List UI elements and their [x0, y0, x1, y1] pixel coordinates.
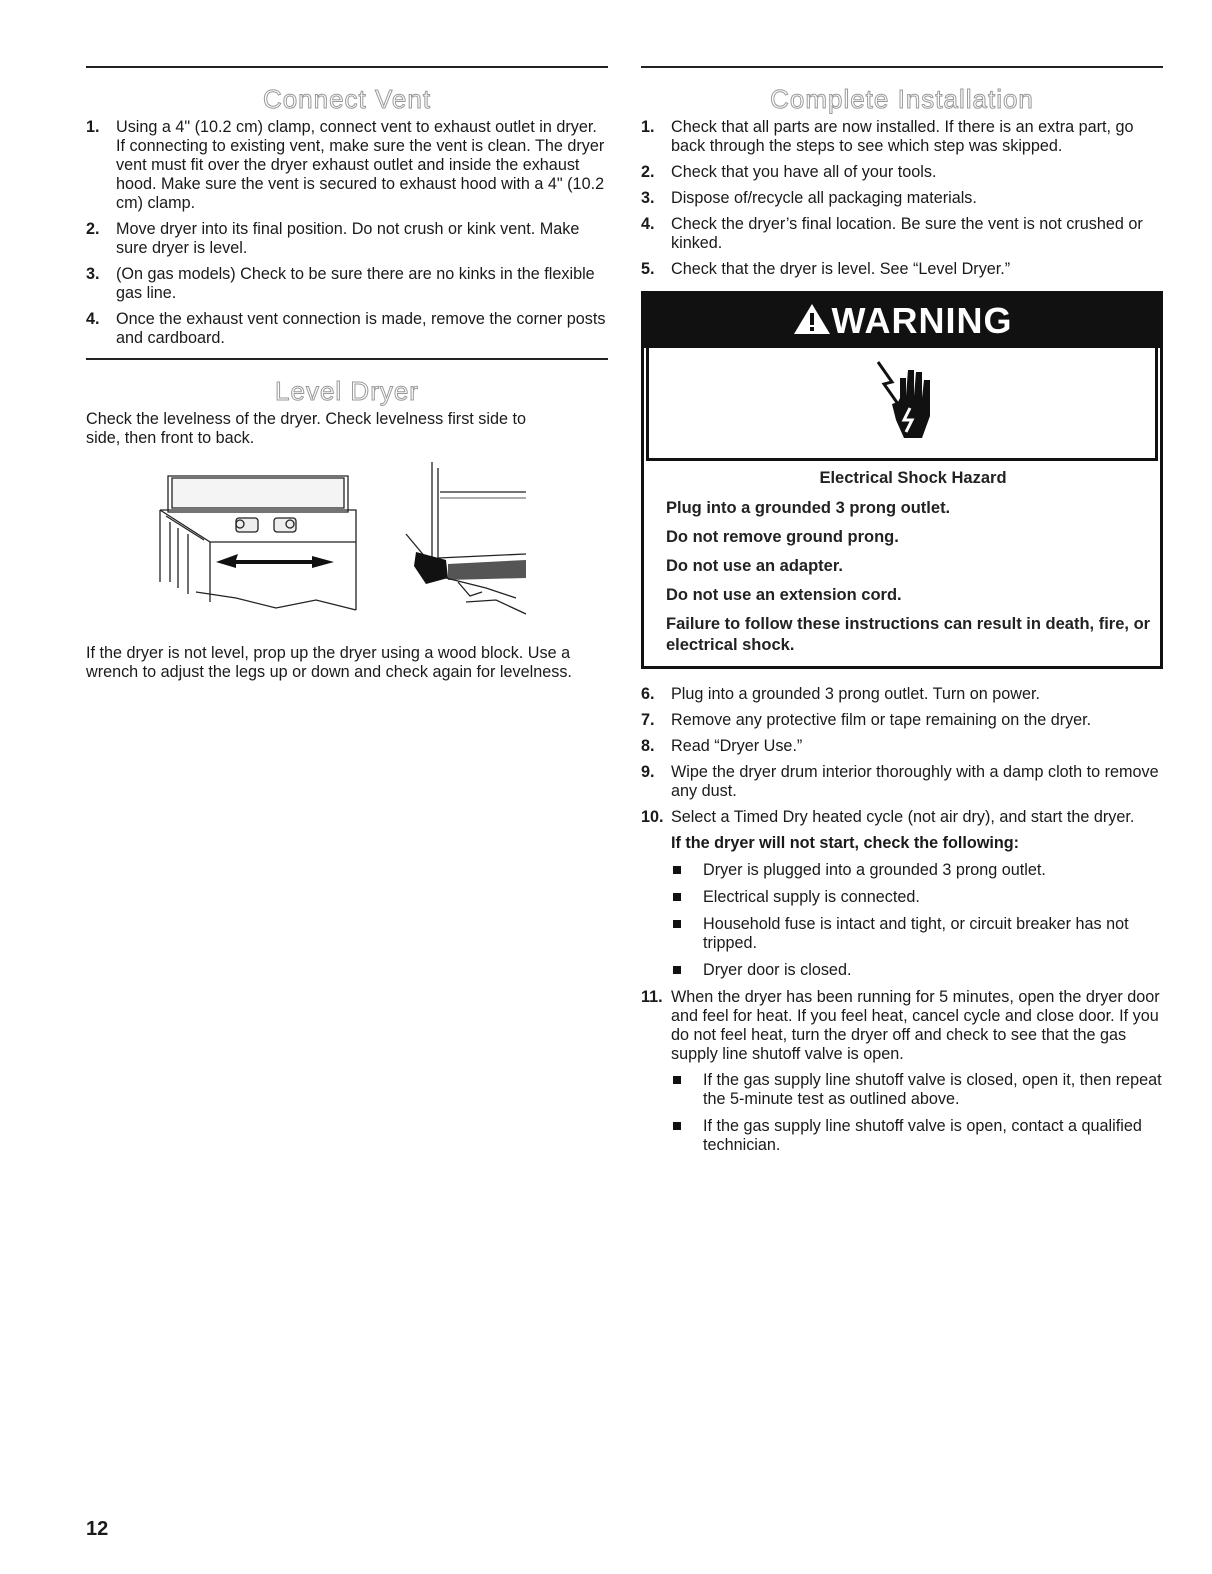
step-number: 1.	[86, 118, 100, 136]
step-text: Check that the dryer is level. See “Level Dryer.”	[671, 260, 1011, 278]
step-number: 3.	[86, 265, 100, 283]
complete-installation-steps-continued	[641, 685, 1163, 827]
list-item	[86, 310, 608, 348]
list-item	[641, 711, 1163, 730]
electrical-shock-hand-icon	[874, 358, 944, 448]
right-column	[641, 66, 1163, 1163]
list-item	[671, 1117, 1163, 1155]
step-number: 1.	[641, 118, 655, 136]
step-number: 2.	[86, 220, 100, 238]
bullet-square-icon	[673, 893, 681, 901]
step-text: Read “Dryer Use.”	[671, 737, 803, 755]
warning-triangle-icon	[792, 302, 832, 336]
list-item	[641, 737, 1163, 756]
complete-installation-steps	[641, 118, 1163, 279]
bullet-text: Dryer is plugged into a grounded 3 prong outlet.	[703, 861, 1046, 879]
bullet-text: If the gas supply line shutoff valve is open, contact a qualified technician.	[703, 1117, 1142, 1154]
step-number: 3.	[641, 189, 655, 207]
step-text: (On gas models) Check to be sure there are no kinks in the flexible gas line.	[116, 265, 595, 302]
list-item	[641, 685, 1163, 704]
bullet-square-icon	[673, 1076, 681, 1084]
list-item	[671, 915, 1163, 953]
complete-installation-step-11	[641, 988, 1163, 1064]
step-text: Dispose of/recycle all packaging materials.	[671, 189, 977, 207]
warning-line: Plug into a grounded 3 prong outlet.	[666, 499, 951, 517]
warning-title: Electrical Shock Hazard	[819, 469, 1007, 487]
list-item	[671, 1071, 1163, 1109]
list-item	[86, 220, 608, 258]
bullet-square-icon	[673, 1122, 681, 1130]
step-number: 9.	[641, 763, 655, 781]
bullet-text: Electrical supply is connected.	[703, 888, 920, 906]
bullet-square-icon	[673, 966, 681, 974]
section-rule	[641, 66, 1163, 68]
list-item	[641, 808, 1163, 827]
step-text: Plug into a grounded 3 prong outlet. Turn on power.	[671, 685, 1040, 703]
warning-box	[641, 291, 1163, 669]
left-column	[86, 66, 608, 682]
list-item	[641, 118, 1163, 156]
step-text: Move dryer into its final position. Do not crush or kink vent. Make sure dryer is level.	[116, 220, 580, 257]
list-item	[671, 861, 1163, 880]
warning-line: Do not use an extension cord.	[666, 586, 902, 604]
step-11-bullets	[641, 1071, 1163, 1155]
step-number: 7.	[641, 711, 655, 729]
list-item	[641, 189, 1163, 208]
level-dryer-intro: Check the levelness of the dryer. Check levelness first side to side, then front to back.	[86, 410, 526, 447]
not-start-bullets	[641, 861, 1163, 980]
level-dryer-after: If the dryer is not level, prop up the dryer using a wood block. Use a wrench to adjust the legs up or down and check again for levelness.	[86, 644, 572, 681]
level-dryer-illustrations	[86, 462, 608, 632]
list-item	[671, 961, 1163, 980]
dryer-level-illustration	[86, 462, 608, 632]
warning-header-text: WARNING	[831, 300, 1013, 341]
warning-line: Failure to follow these instructions can result in death, fire, or electrical shock.	[666, 615, 1151, 654]
list-item	[641, 163, 1163, 182]
bullet-text: If the gas supply line shutoff valve is closed, open it, then repeat the 5-minute test as outlined above.	[703, 1071, 1162, 1108]
page-number: 12	[86, 1518, 109, 1540]
step-text: Check that all parts are now installed. If there is an extra part, go back through the steps to see which step was skipped.	[671, 118, 1134, 155]
step-text: Using a 4" (10.2 cm) clamp, connect vent to exhaust outlet in dryer. If connecting to existing vent, make sure the vent is clean. The dryer vent must fit over the dryer exhaust outlet and inside the exhaust hood. Make sure the vent is secured to exhaust hood with a 4" (10.2 cm) clamp.	[116, 118, 605, 212]
warning-icon-area	[646, 348, 1158, 461]
step-text: Remove any protective film or tape remaining on the dryer.	[671, 711, 1092, 729]
connect-vent-steps	[86, 118, 608, 348]
step-text: Once the exhaust vent connection is made, remove the corner posts and cardboard.	[116, 310, 606, 347]
connect-vent-title: Connect Vent	[262, 84, 432, 114]
list-item	[641, 988, 1163, 1064]
section-rule	[86, 358, 608, 360]
step-number: 8.	[641, 737, 655, 755]
warning-line: Do not use an adapter.	[666, 557, 843, 575]
step-number: 6.	[641, 685, 655, 703]
warning-line: Do not remove ground prong.	[666, 528, 899, 546]
step-text: When the dryer has been running for 5 minutes, open the dryer door and feel for heat. If you feel heat, cancel cycle and close door. If you do not feel heat, turn the dryer off and check to see that the gas supply line shutoff valve is open.	[671, 988, 1160, 1063]
step-number: 4.	[86, 310, 100, 328]
complete-installation-title: Complete Installation	[770, 84, 1034, 114]
section-rule	[86, 66, 608, 68]
list-item	[641, 215, 1163, 253]
list-item	[86, 265, 608, 303]
bullet-text: Household fuse is intact and tight, or circuit breaker has not tripped.	[703, 915, 1129, 952]
step-text: Wipe the dryer drum interior thoroughly with a damp cloth to remove any dust.	[671, 763, 1159, 800]
list-item	[671, 888, 1163, 907]
not-start-heading: If the dryer will not start, check the following:	[671, 834, 1020, 852]
list-item	[86, 118, 608, 213]
bullet-square-icon	[673, 866, 681, 874]
level-dryer-title: Level Dryer	[275, 376, 419, 406]
list-item	[641, 260, 1163, 279]
bullet-text: Dryer door is closed.	[703, 961, 852, 979]
step-text: Select a Timed Dry heated cycle (not air dry), and start the dryer.	[671, 808, 1135, 826]
step-number: 5.	[641, 260, 655, 278]
step-number: 10.	[641, 808, 664, 826]
step-number: 2.	[641, 163, 655, 181]
warning-header	[644, 294, 1160, 348]
step-text: Check the dryer’s final location. Be sure the vent is not crushed or kinked.	[671, 215, 1143, 252]
bullet-square-icon	[673, 920, 681, 928]
list-item	[641, 763, 1163, 801]
warning-body	[644, 461, 1160, 666]
step-text: Check that you have all of your tools.	[671, 163, 937, 181]
step-number: 4.	[641, 215, 655, 233]
step-number: 11.	[641, 988, 663, 1006]
